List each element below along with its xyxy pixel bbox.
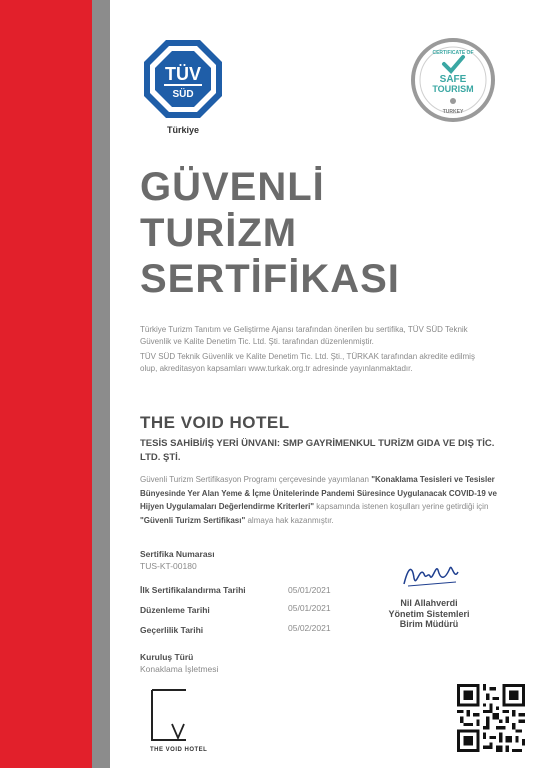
certificate-title xyxy=(140,164,400,302)
issue-date-value: 05/01/2021 xyxy=(288,603,331,613)
first-cert-date-value: 05/01/2021 xyxy=(288,585,331,595)
first-cert-date-label: İlk Sertifikalandırma Tarihi xyxy=(140,585,246,595)
tuv-sub-text: SÜD xyxy=(172,89,194,100)
cert-number-label: Sertifika Numarası xyxy=(140,549,215,559)
title-line-1: GÜVENLİ xyxy=(140,165,325,209)
organization-type-value: Konaklama İşletmesi xyxy=(140,664,219,674)
title-line-2: TURİZM xyxy=(140,211,298,255)
intro-paragraph-2: TÜV SÜD Teknik Güvenlik ve Kalite Denetim Tic. Ltd. Şti., TÜRKAK tarafından akredite edilmiş olup, akreditasyon kapsamları www.turkak.org.tr adresinde yayınlanmaktadır. xyxy=(140,352,475,373)
cert-number-value: TUS-KT-00180 xyxy=(140,561,197,571)
issue-date-label: Düzenleme Tarihi xyxy=(140,605,210,615)
signatory-name: Nil Allahverdi xyxy=(400,598,458,608)
signatory-title-2: Birim Müdürü xyxy=(399,619,459,629)
signature-image xyxy=(400,560,460,590)
seal-top-text: CERTIFICATE OF xyxy=(432,50,474,56)
tuv-country-label: Türkiye xyxy=(166,125,199,135)
intro-paragraph-1: Türkiye Turizm Tanıtım ve Geliştirme Ajansı tarafından önerilen bu sertifika, TÜV SÜD Teknik Güvenlik ve Kalite Denetim Tic. Ltd. Şti. tarafından düzenlenmiştir. xyxy=(140,325,468,346)
tuv-text: TÜV xyxy=(165,64,201,84)
program-statement xyxy=(140,473,505,527)
signatory-title-1: Yönetim Sistemleri xyxy=(388,608,470,619)
validity-date-value: 05/02/2021 xyxy=(288,623,331,633)
seal-bottom-text: TURKEY xyxy=(442,109,464,115)
program-text-1: Güvenli Turizm Sertifikasyon Programı çerçevesinde yayımlanan xyxy=(140,475,369,484)
validity-date-label: Geçerlilik Tarihi xyxy=(140,625,204,635)
gray-side-band xyxy=(92,0,110,768)
title-line-3: SERTİFİKASI xyxy=(140,257,400,301)
hotel-name: THE VOID HOTEL xyxy=(140,413,290,432)
void-hotel-logo-text: THE VOID HOTEL xyxy=(150,747,208,753)
qr-code-icon xyxy=(457,684,525,752)
program-cert-name: "Güvenli Turizm Sertifikası" xyxy=(140,515,246,525)
program-criteria: "Konaklama Tesisleri ve Tesisler Bünyesinde Yer Alan Yeme & İçme Ünitelerinde Pandemi Süresince Uygulanacak COVID-19 ve Hijyen Uygulamaları Değerlendirme Kriterleri" xyxy=(140,475,497,511)
intro-text xyxy=(140,324,490,378)
program-text-3: almaya hak kazanmıştır. xyxy=(245,515,334,525)
signatory-block xyxy=(374,598,484,630)
void-hotel-logo-icon xyxy=(150,688,188,742)
red-side-band xyxy=(0,0,92,768)
program-text-2: kapsamında istenen koşulları yerine getirdiği için xyxy=(314,502,489,511)
seal-safe-text: SAFE xyxy=(439,74,467,85)
seal-tourism-text: TOURISM xyxy=(432,84,474,94)
owner-title: TESİS SAHİBİ/İŞ YERİ ÜNVANI: SMP GAYRİMENKUL TURİZM GIDA VE DIŞ TİC. LTD. ŞTİ. xyxy=(140,438,495,463)
safe-tourism-seal xyxy=(410,36,496,128)
organization-type-label: Kuruluş Türü xyxy=(140,652,194,662)
